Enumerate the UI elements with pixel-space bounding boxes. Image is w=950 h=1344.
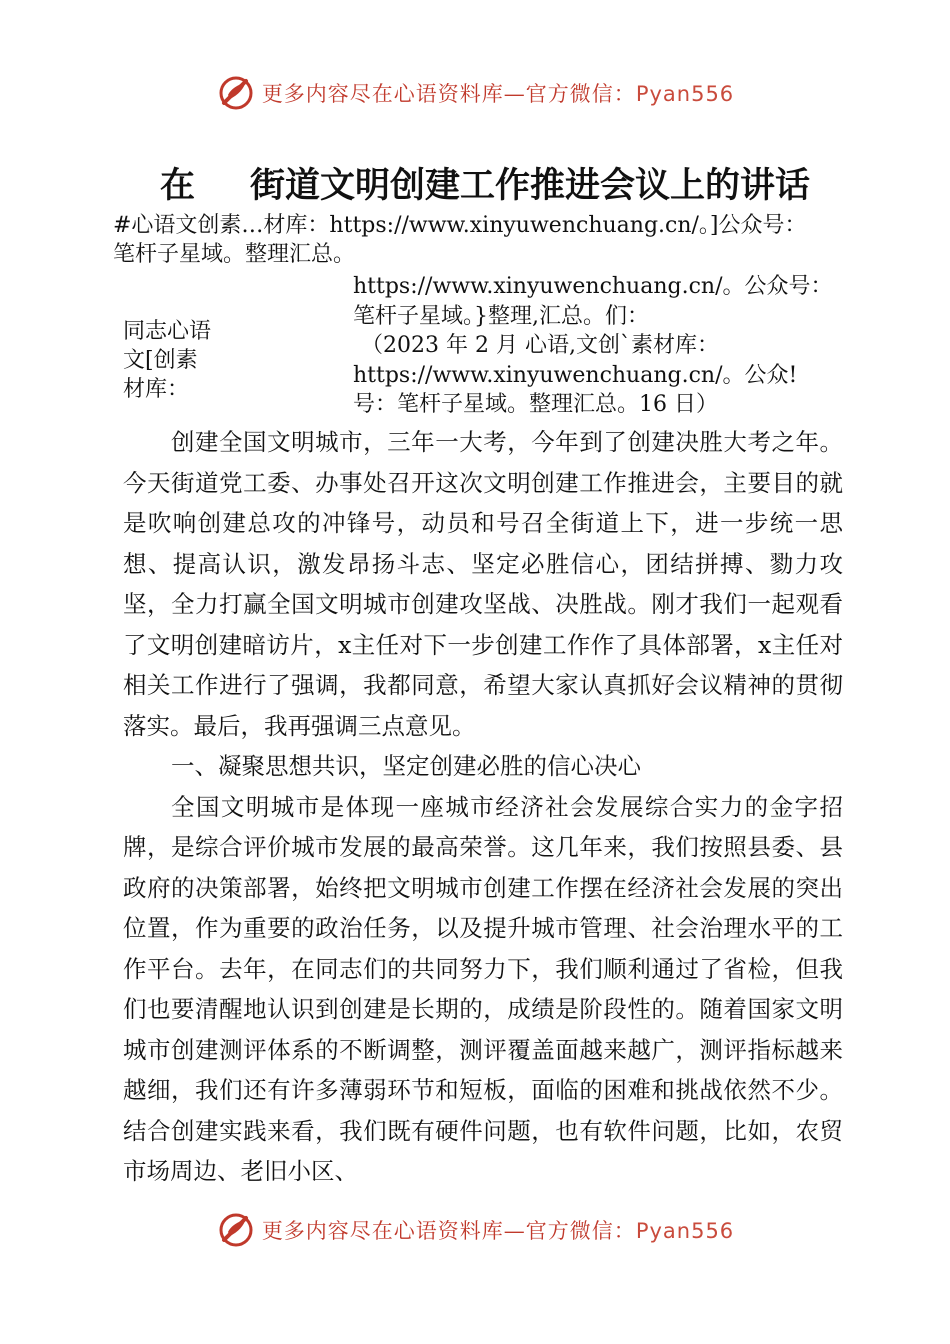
- page-title: [160, 158, 860, 208]
- meta-line-2: 笔杆子星域。整理汇总。: [113, 242, 356, 267]
- speaker-right-line: （2023 年 2 月 心语,文创`素材库：: [361, 333, 719, 358]
- banner-text: [262, 78, 734, 108]
- speaker-date-block: [353, 272, 893, 420]
- banner-label: 更多内容尽在心语资料库—官方微信：: [261, 82, 636, 106]
- paragraph-section-1: 全国文明城市是体现一座城市经济社会发展综合实力的金字招牌，是综合评价城市发展的最高荣誉。这几年来，我们按照县委、县政府的决策部署，始终把文明城市创建工作摆在经济社会发展的突出位置，作为重要的政治任务，以及提升城市管理、社会治理水平的工作平台。去年，在同志们的共同努力下，我们顺利通过了省检，但我们也要清醒地认识到创建是长期的，成绩是阶段性的。随着国家文明城市创建测评体系的不断调整，测评覆盖面越来越广，测评指标越来越细，我们还有许多薄弱环节和短板，面临的困难和挑战依然不少。结合创建实践来看，我们既有硬件问题，也有软件问题，比如，农贸市场周边、老旧小区、: [123, 792, 843, 1185]
- speaker-left-line: 材库：: [123, 377, 190, 402]
- speaker-left-line: 文[创素: [123, 348, 198, 373]
- document-body: [123, 422, 843, 1192]
- pen-logo-icon: [216, 1210, 256, 1250]
- section-heading-1: 一、凝聚思想共识，坚定创建必胜的信心决心: [171, 752, 641, 780]
- speaker-name-block: [123, 317, 243, 404]
- speaker-right-line: https://www.xinyuwenchuang.cn/。公众!: [353, 362, 798, 388]
- banner-label: 更多内容尽在心语资料库—官方微信：: [261, 1219, 636, 1243]
- meta-line-1: #心语文创素…材库：https://www.xinyuwenchuang.cn/。]公众号：: [113, 213, 807, 238]
- speaker-right-line: https://www.xinyuwenchuang.cn/。公众号：: [353, 274, 833, 299]
- speaker-left-line: 同志心语: [123, 319, 212, 344]
- pen-logo-icon: [216, 73, 256, 113]
- banner-wechat: Pyan556: [635, 82, 735, 106]
- title-main: 街道文明创建工作推进会议上的讲话: [250, 165, 811, 206]
- speaker-right-line: 号：笔杆子星域。整理汇总。16 日）: [353, 392, 718, 417]
- title-prefix: 在: [160, 165, 196, 206]
- speaker-right-line: 笔杆子星域。}整理,汇总。们：: [353, 303, 649, 329]
- paragraph-intro: 创建全国文明城市，三年一大考，今年到了创建决胜大考之年。今天街道党工委、办事处召开这次文明创建工作推进会，主要目的就是吹响创建总攻的冲锋号，动员和号召全街道上下，进一步统一思想、提高认识，激发昂扬斗志、坚定必胜信心，团结拼搏、勠力攻坚，全力打赢全国文明城市创建攻坚战、决胜战。刚才我们一起观看了文明创建暗访片，x主任对下一步创建工作作了具体部署，x主任对相关工作进行了强调，我都同意，希望大家认真抓好会议精神的贯彻落实。最后，我再强调三点意见。: [123, 428, 843, 740]
- header-banner: [0, 71, 950, 115]
- footer-banner: [0, 1208, 950, 1252]
- banner-text: [262, 1215, 734, 1245]
- banner-wechat: Pyan556: [635, 1219, 735, 1243]
